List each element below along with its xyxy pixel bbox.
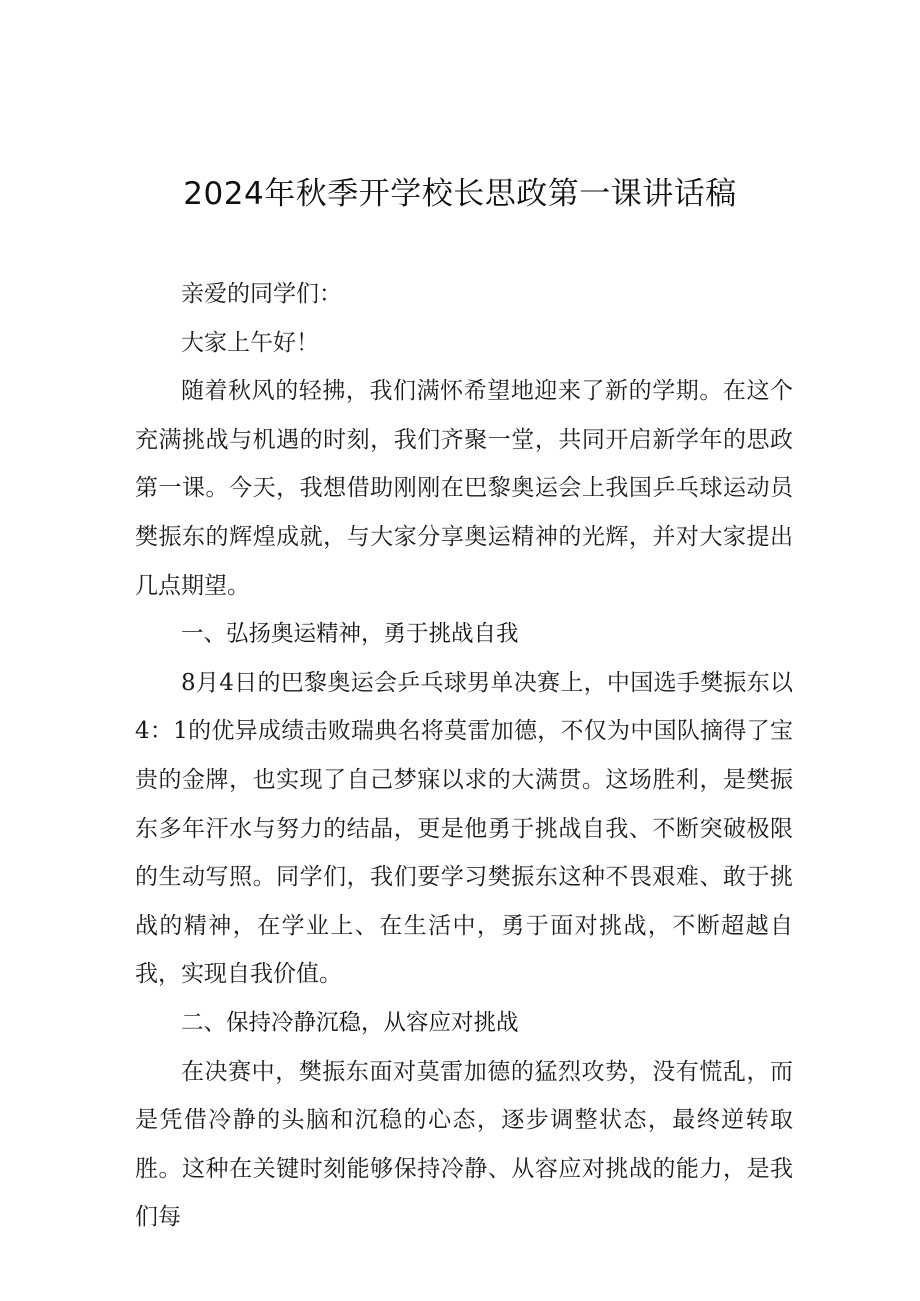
greeting: 亲爱的同学们： <box>181 281 342 307</box>
document-body <box>135 270 793 1242</box>
intro-paragraph: 随着秋风的轻拂，我们满怀希望地迎来了新的学期。在这个充满挑战与机遇的时刻，我们齐聚一堂，共同开启新学年的思政第一课。今天，我想借助刚刚在巴黎奥运会上我国乒乓球运动员樊振东的辉煌成就，与大家分享奥运精神的光辉，并对大家提出几点期望。 <box>135 378 793 599</box>
section-paragraph-1: 8月4日的巴黎奥运会乒乓球男单决赛上，中国选手樊振东以4：1的优异成绩击败瑞典名将莫雷加德，不仅为中国队摘得了宝贵的金牌，也实现了自己梦寐以求的大满贯。这场胜利，是樊振东多年汗水与努力的结晶，更是他勇于挑战自我、不断突破极限的生动写照。同学们，我们要学习樊振东这种不畏艰难、敢于挑战的精神，在学业上、在生活中，勇于面对挑战，不断超越自我，实现自我价值。 <box>135 669 793 988</box>
section-paragraph-2: 在决赛中，樊振东面对莫雷加德的猛烈攻势，没有慌乱，而是凭借冷静的头脑和沉稳的心态，逐步调整状态，最终逆转取胜。这种在关键时刻能够保持冷静、从容应对挑战的能力，是我们每 <box>135 1058 793 1231</box>
salutation: 大家上午好！ <box>181 329 319 356</box>
section-heading-1: 一、弘扬奥运精神，勇于挑战自我 <box>181 621 519 648</box>
document-title: 2024年秋季开学校长思政第一课讲话稿 <box>183 176 737 212</box>
section-heading-2: 二、保持冷静沉稳，从容应对挑战 <box>181 1009 519 1036</box>
